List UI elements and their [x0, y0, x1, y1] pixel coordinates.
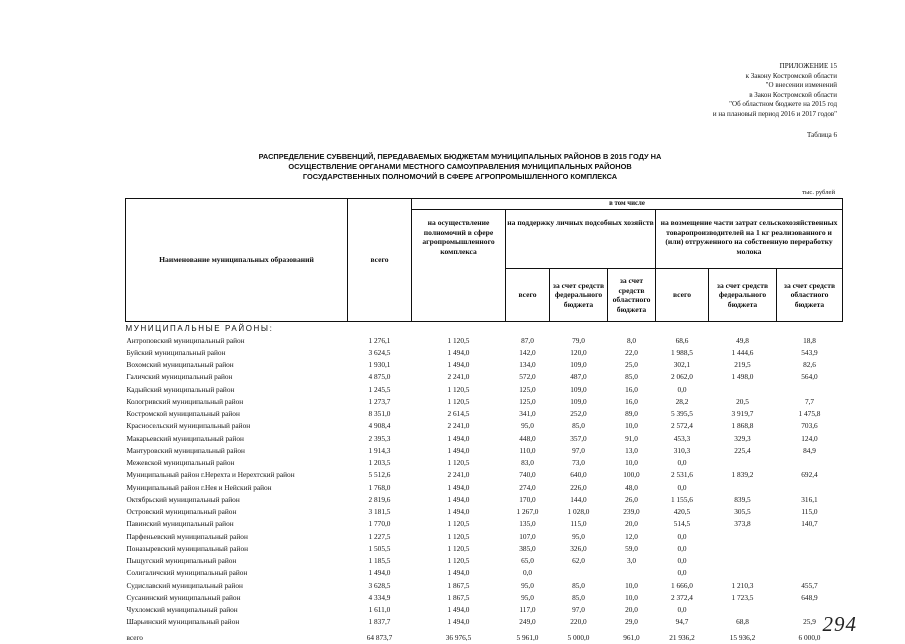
row-name: Мантуровский муниципальный район [126, 444, 348, 456]
row-milk-total: 0,0 [656, 542, 709, 554]
row-lph-total: 5 961,0 [506, 628, 550, 644]
row-milk-federal [709, 481, 777, 493]
row-name: Межевской муниципальный район [126, 457, 348, 469]
row-lph-regional: 3,0 [608, 555, 656, 567]
row-lph-total: 274,0 [506, 481, 550, 493]
page-number: 294 [823, 612, 858, 637]
row-powers: 1 494,0 [412, 481, 506, 493]
row-milk-federal: 68,8 [709, 616, 777, 628]
row-milk-federal [709, 567, 777, 579]
row-total: 1 611,0 [348, 604, 412, 616]
row-lph-federal: 85,0 [550, 420, 608, 432]
row-lph-federal: 1 028,0 [550, 506, 608, 518]
header-name: Наименование муниципальных образований [126, 199, 348, 322]
row-milk-federal: 1 444,6 [709, 346, 777, 358]
header-milk-regional: за счет средств областного бюджета [777, 269, 843, 322]
row-total: 8 351,0 [348, 408, 412, 420]
table-row [126, 481, 843, 493]
header-total: всего [348, 199, 412, 322]
row-total: 1 245,5 [348, 383, 412, 395]
row-milk-regional [777, 481, 843, 493]
row-powers: 1 120,5 [412, 395, 506, 407]
row-milk-regional: 648,9 [777, 591, 843, 603]
row-milk-regional: 692,4 [777, 469, 843, 481]
row-milk-federal: 305,5 [709, 506, 777, 518]
row-milk-total: 2 372,4 [656, 591, 709, 603]
table-row [126, 591, 843, 603]
row-powers: 1 120,5 [412, 383, 506, 395]
row-lph-regional: 59,0 [608, 542, 656, 554]
row-name: Вохомский муниципальный район [126, 359, 348, 371]
header-milk-federal: за счет средств федерального бюджета [709, 269, 777, 322]
row-lph-total: 95,0 [506, 591, 550, 603]
row-milk-total: 0,0 [656, 481, 709, 493]
row-name: Антроповский муниципальный район [126, 334, 348, 346]
row-milk-total: 514,5 [656, 518, 709, 530]
table-row [126, 395, 843, 407]
row-milk-total: 0,0 [656, 530, 709, 542]
table-row [126, 346, 843, 358]
row-lph-federal: 640,0 [550, 469, 608, 481]
row-total: 1 914,3 [348, 444, 412, 456]
row-milk-total: 310,3 [656, 444, 709, 456]
row-lph-federal: 226,0 [550, 481, 608, 493]
table-row [126, 616, 843, 628]
row-lph-federal: 95,0 [550, 530, 608, 542]
row-lph-regional: 29,0 [608, 616, 656, 628]
header-powers: на осуществление полномочий в сфере агропромышленного комплекса [412, 210, 506, 322]
row-lph-total: 125,0 [506, 383, 550, 395]
row-milk-regional: 140,7 [777, 518, 843, 530]
appendix-line: в Закон Костромской области [713, 91, 837, 101]
row-milk-total: 2 531,6 [656, 469, 709, 481]
row-lph-regional: 100,0 [608, 469, 656, 481]
row-total: 4 908,4 [348, 420, 412, 432]
row-milk-regional: 18,8 [777, 334, 843, 346]
row-milk-total: 302,1 [656, 359, 709, 371]
row-name: Поназыревский муниципальный район [126, 542, 348, 554]
row-milk-total: 28,2 [656, 395, 709, 407]
appendix-line: к Закону Костромской области [713, 72, 837, 82]
row-lph-total: 572,0 [506, 371, 550, 383]
row-milk-total: 2 572,4 [656, 420, 709, 432]
row-lph-regional: 20,0 [608, 604, 656, 616]
row-powers: 1 120,5 [412, 334, 506, 346]
row-milk-federal: 839,5 [709, 493, 777, 505]
table-row [126, 359, 843, 371]
row-name: Судиславский муниципальный район [126, 579, 348, 591]
table-row [126, 506, 843, 518]
row-milk-federal: 49,8 [709, 334, 777, 346]
row-powers: 1 120,5 [412, 555, 506, 567]
row-lph-total: 107,0 [506, 530, 550, 542]
row-powers: 2 614,5 [412, 408, 506, 420]
header-including: в том числе [412, 199, 843, 210]
table-row [126, 457, 843, 469]
table-row [126, 493, 843, 505]
row-lph-federal: 79,0 [550, 334, 608, 346]
row-total: 1 770,0 [348, 518, 412, 530]
row-milk-federal: 20,5 [709, 395, 777, 407]
row-name: Октябрьский муниципальный район [126, 493, 348, 505]
row-milk-federal: 219,5 [709, 359, 777, 371]
table-row [126, 530, 843, 542]
row-total: 1 185,5 [348, 555, 412, 567]
row-total: 3 181,5 [348, 506, 412, 518]
row-lph-federal: 85,0 [550, 579, 608, 591]
row-powers: 1 867,5 [412, 579, 506, 591]
row-total: 3 624,5 [348, 346, 412, 358]
row-lph-regional: 16,0 [608, 395, 656, 407]
row-milk-regional [777, 530, 843, 542]
table-row [126, 579, 843, 591]
row-milk-total: 1 666,0 [656, 579, 709, 591]
row-name: Костромской муниципальный район [126, 408, 348, 420]
row-name: Пыщугский муниципальный район [126, 555, 348, 567]
subsidy-table [125, 198, 843, 644]
row-milk-federal [709, 457, 777, 469]
row-milk-regional: 1 475,8 [777, 408, 843, 420]
row-lph-regional: 22,0 [608, 346, 656, 358]
row-name: всего [126, 628, 348, 644]
table-row [126, 420, 843, 432]
row-name: Солигаличский муниципальный район [126, 567, 348, 579]
row-name: Муниципальный район г.Нерехта и Нерехтский район [126, 469, 348, 481]
row-lph-regional: 13,0 [608, 444, 656, 456]
row-name: Чухломский муниципальный район [126, 604, 348, 616]
row-milk-federal [709, 530, 777, 542]
row-milk-total: 5 395,5 [656, 408, 709, 420]
row-milk-total: 0,0 [656, 457, 709, 469]
row-lph-regional: 239,0 [608, 506, 656, 518]
row-lph-federal: 120,0 [550, 346, 608, 358]
row-lph-federal: 252,0 [550, 408, 608, 420]
row-milk-total: 0,0 [656, 567, 709, 579]
row-milk-regional: 7,7 [777, 395, 843, 407]
row-total: 3 628,5 [348, 579, 412, 591]
row-lph-federal: 144,0 [550, 493, 608, 505]
row-milk-total: 1 155,6 [656, 493, 709, 505]
header-lph-regional: за счет средств областного бюджета [608, 269, 656, 322]
row-name: Буйский муниципальный район [126, 346, 348, 358]
row-lph-federal: 487,0 [550, 371, 608, 383]
row-lph-federal: 97,0 [550, 604, 608, 616]
row-powers: 2 241,0 [412, 469, 506, 481]
row-lph-regional [608, 567, 656, 579]
row-lph-total: 134,0 [506, 359, 550, 371]
header-milk: на возмещение части затрат сельскохозяйственных товаропроизводителей на 1 кг реализованного и (или) отгруженного на собственную переработку молока [656, 210, 843, 269]
document-title [180, 152, 740, 182]
row-lph-total: 0,0 [506, 567, 550, 579]
row-lph-federal [550, 567, 608, 579]
row-total: 4 334,9 [348, 591, 412, 603]
row-lph-total: 135,0 [506, 518, 550, 530]
row-powers: 2 241,0 [412, 420, 506, 432]
row-milk-federal: 1 723,5 [709, 591, 777, 603]
row-lph-total: 95,0 [506, 579, 550, 591]
row-lph-federal: 109,0 [550, 395, 608, 407]
row-total: 2 819,6 [348, 493, 412, 505]
row-milk-regional: 455,7 [777, 579, 843, 591]
row-lph-federal: 97,0 [550, 444, 608, 456]
units-label: тыс. рублей [802, 189, 835, 196]
row-milk-federal [709, 604, 777, 616]
row-milk-total: 0,0 [656, 383, 709, 395]
row-milk-regional: 115,0 [777, 506, 843, 518]
row-name: Парфеньевский муниципальный район [126, 530, 348, 542]
table-body [126, 322, 843, 644]
table-row [126, 555, 843, 567]
appendix-block [713, 62, 837, 120]
table-row [126, 371, 843, 383]
table-row [126, 469, 843, 481]
row-milk-regional [777, 457, 843, 469]
row-milk-regional: 84,9 [777, 444, 843, 456]
row-lph-total: 110,0 [506, 444, 550, 456]
table-row [126, 567, 843, 579]
row-powers: 1 120,5 [412, 530, 506, 542]
row-milk-total: 21 936,2 [656, 628, 709, 644]
header-lph-federal: за счет средств федерального бюджета [550, 269, 608, 322]
row-milk-federal [709, 555, 777, 567]
table-row [126, 408, 843, 420]
row-total: 1 505,5 [348, 542, 412, 554]
total-row [126, 628, 843, 644]
row-milk-regional: 703,6 [777, 420, 843, 432]
row-milk-total: 68,6 [656, 334, 709, 346]
row-lph-regional: 48,0 [608, 481, 656, 493]
row-name: Островский муниципальный район [126, 506, 348, 518]
row-lph-total: 1 267,0 [506, 506, 550, 518]
header-subsidiary: на поддержку личных подсобных хозяйств [506, 210, 656, 269]
row-lph-total: 65,0 [506, 555, 550, 567]
table-row [126, 334, 843, 346]
title-line: ОСУЩЕСТВЛЕНИЕ ОРГАНАМИ МЕСТНОГО САМОУПРАВЛЕНИЯ МУНИЦИПАЛЬНЫХ РАЙОНОВ [180, 162, 740, 172]
row-milk-federal: 1 210,3 [709, 579, 777, 591]
row-milk-federal: 1 498,0 [709, 371, 777, 383]
row-lph-regional: 89,0 [608, 408, 656, 420]
row-milk-federal: 3 919,7 [709, 408, 777, 420]
row-milk-total: 0,0 [656, 555, 709, 567]
row-milk-total: 0,0 [656, 604, 709, 616]
appendix-line: ПРИЛОЖЕНИЕ 15 [713, 62, 837, 72]
row-lph-federal: 109,0 [550, 383, 608, 395]
row-total: 1 273,7 [348, 395, 412, 407]
row-milk-regional [777, 542, 843, 554]
row-lph-total: 385,0 [506, 542, 550, 554]
row-lph-federal: 357,0 [550, 432, 608, 444]
row-powers: 1 120,5 [412, 518, 506, 530]
section-row [126, 322, 843, 335]
row-milk-regional: 25,9 [777, 616, 843, 628]
row-total: 1 768,0 [348, 481, 412, 493]
row-milk-regional [777, 383, 843, 395]
row-lph-federal: 326,0 [550, 542, 608, 554]
row-lph-federal: 115,0 [550, 518, 608, 530]
row-total: 2 395,3 [348, 432, 412, 444]
row-name: Макарьевский муниципальный район [126, 432, 348, 444]
header-lph-total: всего [506, 269, 550, 322]
row-lph-regional: 10,0 [608, 591, 656, 603]
section-label: МУНИЦИПАЛЬНЫЕ РАЙОНЫ: [126, 322, 843, 335]
row-lph-total: 448,0 [506, 432, 550, 444]
row-total: 1 837,7 [348, 616, 412, 628]
row-lph-regional: 10,0 [608, 579, 656, 591]
row-name: Галичский муниципальный район [126, 371, 348, 383]
row-lph-total: 142,0 [506, 346, 550, 358]
row-total: 64 873,7 [348, 628, 412, 644]
row-milk-regional [777, 567, 843, 579]
table-row [126, 542, 843, 554]
row-milk-regional: 82,6 [777, 359, 843, 371]
row-powers: 1 494,0 [412, 567, 506, 579]
row-total: 1 494,0 [348, 567, 412, 579]
row-lph-total: 341,0 [506, 408, 550, 420]
row-milk-total: 94,7 [656, 616, 709, 628]
row-powers: 2 241,0 [412, 371, 506, 383]
row-powers: 1 867,5 [412, 591, 506, 603]
row-milk-federal [709, 542, 777, 554]
row-lph-regional: 91,0 [608, 432, 656, 444]
row-name: Шарьинский муниципальный район [126, 616, 348, 628]
row-name: Муниципальный район г.Нея и Нейский район [126, 481, 348, 493]
title-line: ГОСУДАРСТВЕННЫХ ПОЛНОМОЧИЙ В СФЕРЕ АГРОПРОМЫШЛЕННОГО КОМПЛЕКСА [180, 172, 740, 182]
row-lph-total: 117,0 [506, 604, 550, 616]
row-lph-regional: 85,0 [608, 371, 656, 383]
row-lph-regional: 12,0 [608, 530, 656, 542]
row-powers: 1 494,0 [412, 346, 506, 358]
row-lph-federal: 109,0 [550, 359, 608, 371]
row-lph-regional: 25,0 [608, 359, 656, 371]
row-lph-total: 95,0 [506, 420, 550, 432]
row-powers: 1 494,0 [412, 359, 506, 371]
row-milk-total: 453,3 [656, 432, 709, 444]
row-total: 1 203,5 [348, 457, 412, 469]
row-lph-total: 87,0 [506, 334, 550, 346]
row-lph-federal: 5 000,0 [550, 628, 608, 644]
row-lph-federal: 62,0 [550, 555, 608, 567]
row-powers: 1 120,5 [412, 542, 506, 554]
row-lph-regional: 10,0 [608, 420, 656, 432]
row-milk-regional: 124,0 [777, 432, 843, 444]
row-total: 4 875,0 [348, 371, 412, 383]
row-lph-total: 83,0 [506, 457, 550, 469]
table-row [126, 432, 843, 444]
row-milk-federal: 329,3 [709, 432, 777, 444]
row-name: Павинский муниципальный район [126, 518, 348, 530]
row-lph-regional: 8,0 [608, 334, 656, 346]
row-milk-federal: 225,4 [709, 444, 777, 456]
row-lph-regional: 20,0 [608, 518, 656, 530]
row-name: Кологривский муниципальный район [126, 395, 348, 407]
row-lph-federal: 85,0 [550, 591, 608, 603]
header-milk-total: всего [656, 269, 709, 322]
appendix-line: "Об областном бюджете на 2015 год [713, 100, 837, 110]
row-lph-total: 249,0 [506, 616, 550, 628]
row-powers: 1 494,0 [412, 444, 506, 456]
row-milk-federal: 1 868,8 [709, 420, 777, 432]
row-milk-regional [777, 555, 843, 567]
row-powers: 1 494,0 [412, 432, 506, 444]
title-line: РАСПРЕДЕЛЕНИЕ СУБВЕНЦИЙ, ПЕРЕДАВАЕМЫХ БЮДЖЕТАМ МУНИЦИПАЛЬНЫХ РАЙОНОВ В 2015 ГОДУ НА [180, 152, 740, 162]
row-milk-total: 2 062,0 [656, 371, 709, 383]
row-milk-federal: 373,8 [709, 518, 777, 530]
row-lph-total: 170,0 [506, 493, 550, 505]
row-powers: 1 494,0 [412, 604, 506, 616]
appendix-line: и на плановый период 2016 и 2017 годов" [713, 110, 837, 120]
row-lph-regional: 16,0 [608, 383, 656, 395]
row-total: 5 512,6 [348, 469, 412, 481]
row-name: Красносельский муниципальный район [126, 420, 348, 432]
row-powers: 1 494,0 [412, 616, 506, 628]
table-row [126, 518, 843, 530]
row-milk-total: 420,5 [656, 506, 709, 518]
row-lph-total: 740,0 [506, 469, 550, 481]
table-row [126, 444, 843, 456]
row-lph-regional: 26,0 [608, 493, 656, 505]
appendix-line: "О внесении изменений [713, 81, 837, 91]
row-milk-total: 1 988,5 [656, 346, 709, 358]
table-row [126, 383, 843, 395]
row-powers: 36 976,5 [412, 628, 506, 644]
row-total: 1 276,1 [348, 334, 412, 346]
row-total: 1 930,1 [348, 359, 412, 371]
row-lph-federal: 220,0 [550, 616, 608, 628]
row-name: Сусанинский муниципальный район [126, 591, 348, 603]
row-lph-regional: 961,0 [608, 628, 656, 644]
row-milk-federal: 1 839,2 [709, 469, 777, 481]
row-powers: 1 120,5 [412, 457, 506, 469]
row-milk-regional: 6 000,0 [777, 628, 843, 644]
row-milk-federal [709, 383, 777, 395]
row-powers: 1 494,0 [412, 493, 506, 505]
row-milk-federal: 15 936,2 [709, 628, 777, 644]
table-row [126, 604, 843, 616]
row-lph-federal: 73,0 [550, 457, 608, 469]
row-milk-regional: 316,1 [777, 493, 843, 505]
row-total: 1 227,5 [348, 530, 412, 542]
row-name: Кадыйский муниципальный район [126, 383, 348, 395]
row-lph-total: 125,0 [506, 395, 550, 407]
row-lph-regional: 10,0 [608, 457, 656, 469]
row-milk-regional: 543,9 [777, 346, 843, 358]
row-powers: 1 494,0 [412, 506, 506, 518]
table-label: Таблица 6 [807, 131, 837, 139]
row-milk-regional: 564,0 [777, 371, 843, 383]
